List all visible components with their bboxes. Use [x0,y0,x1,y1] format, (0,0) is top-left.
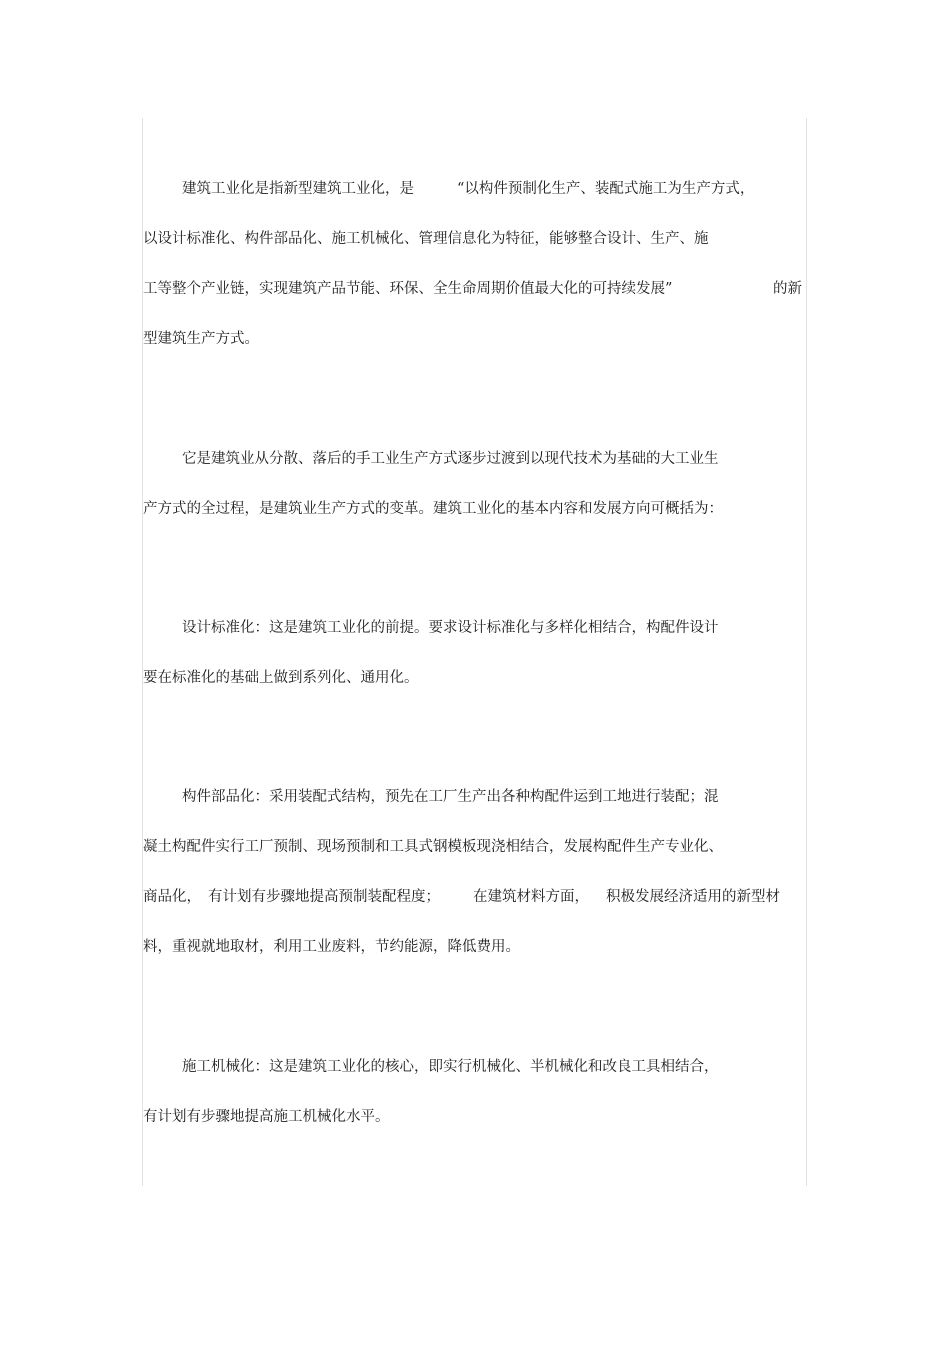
p4-line-2: 凝土构配件实行工厂预制、现场预制和工具式钢模板现浇相结合，发展构配件生产专业化、 [143,839,723,855]
p5-line-2: 有计划有步骤地提高施工机械化水平。 [143,1109,390,1125]
p4-line-1: 构件部品化：采用装配式结构，预先在工厂生产出各种构配件运到工地进行装配；混 [182,789,719,805]
p5-line-1: 施工机械化：这是建筑工业化的核心，即实行机械化、半机械化和改良工具相结合， [182,1059,719,1075]
p1-line-1b: “以构件预制化生产、装配式施工为生产方式， [457,181,755,197]
p1-line-4: 型建筑生产方式。 [143,331,259,347]
p1-line-2: 以设计标准化、构件部品化、施工机械化、管理信息化为特征，能够整合设计、生产、施 [143,231,709,247]
p3-line-1: 设计标准化：这是建筑工业化的前提。要求设计标准化与多样化相结合，构配件设计 [182,620,719,636]
p4-line-3b: 有计划有步骤地提高预制装配程度； [208,889,440,905]
p4-line-3a: 商品化， [143,889,201,905]
p1-line-1a: 建筑工业化是指新型建筑工业化，是 [182,181,414,197]
p2-line-2: 产方式的全过程，是建筑业生产方式的变革。建筑工业化的基本内容和发展方向可概括为： [143,501,723,517]
p4-line-3c: 在建筑材料方面， [473,889,589,905]
p1-line-3a: 工等整个产业链，实现建筑产品节能、环保、全生命周期价值最大化的可持续发展” [143,281,673,297]
page-right-border [806,118,807,1186]
p3-line-2: 要在标准化的基础上做到系列化、通用化。 [143,670,419,686]
p1-line-3b: 的新 [773,281,802,297]
p4-line-3d: 积极发展经济适用的新型材 [606,889,780,905]
p4-line-4: 料，重视就地取材，利用工业废料，节约能源，降低费用。 [143,939,520,955]
p2-line-1: 它是建筑业从分散、落后的手工业生产方式逐步过渡到以现代技术为基础的大工业生 [182,451,719,467]
